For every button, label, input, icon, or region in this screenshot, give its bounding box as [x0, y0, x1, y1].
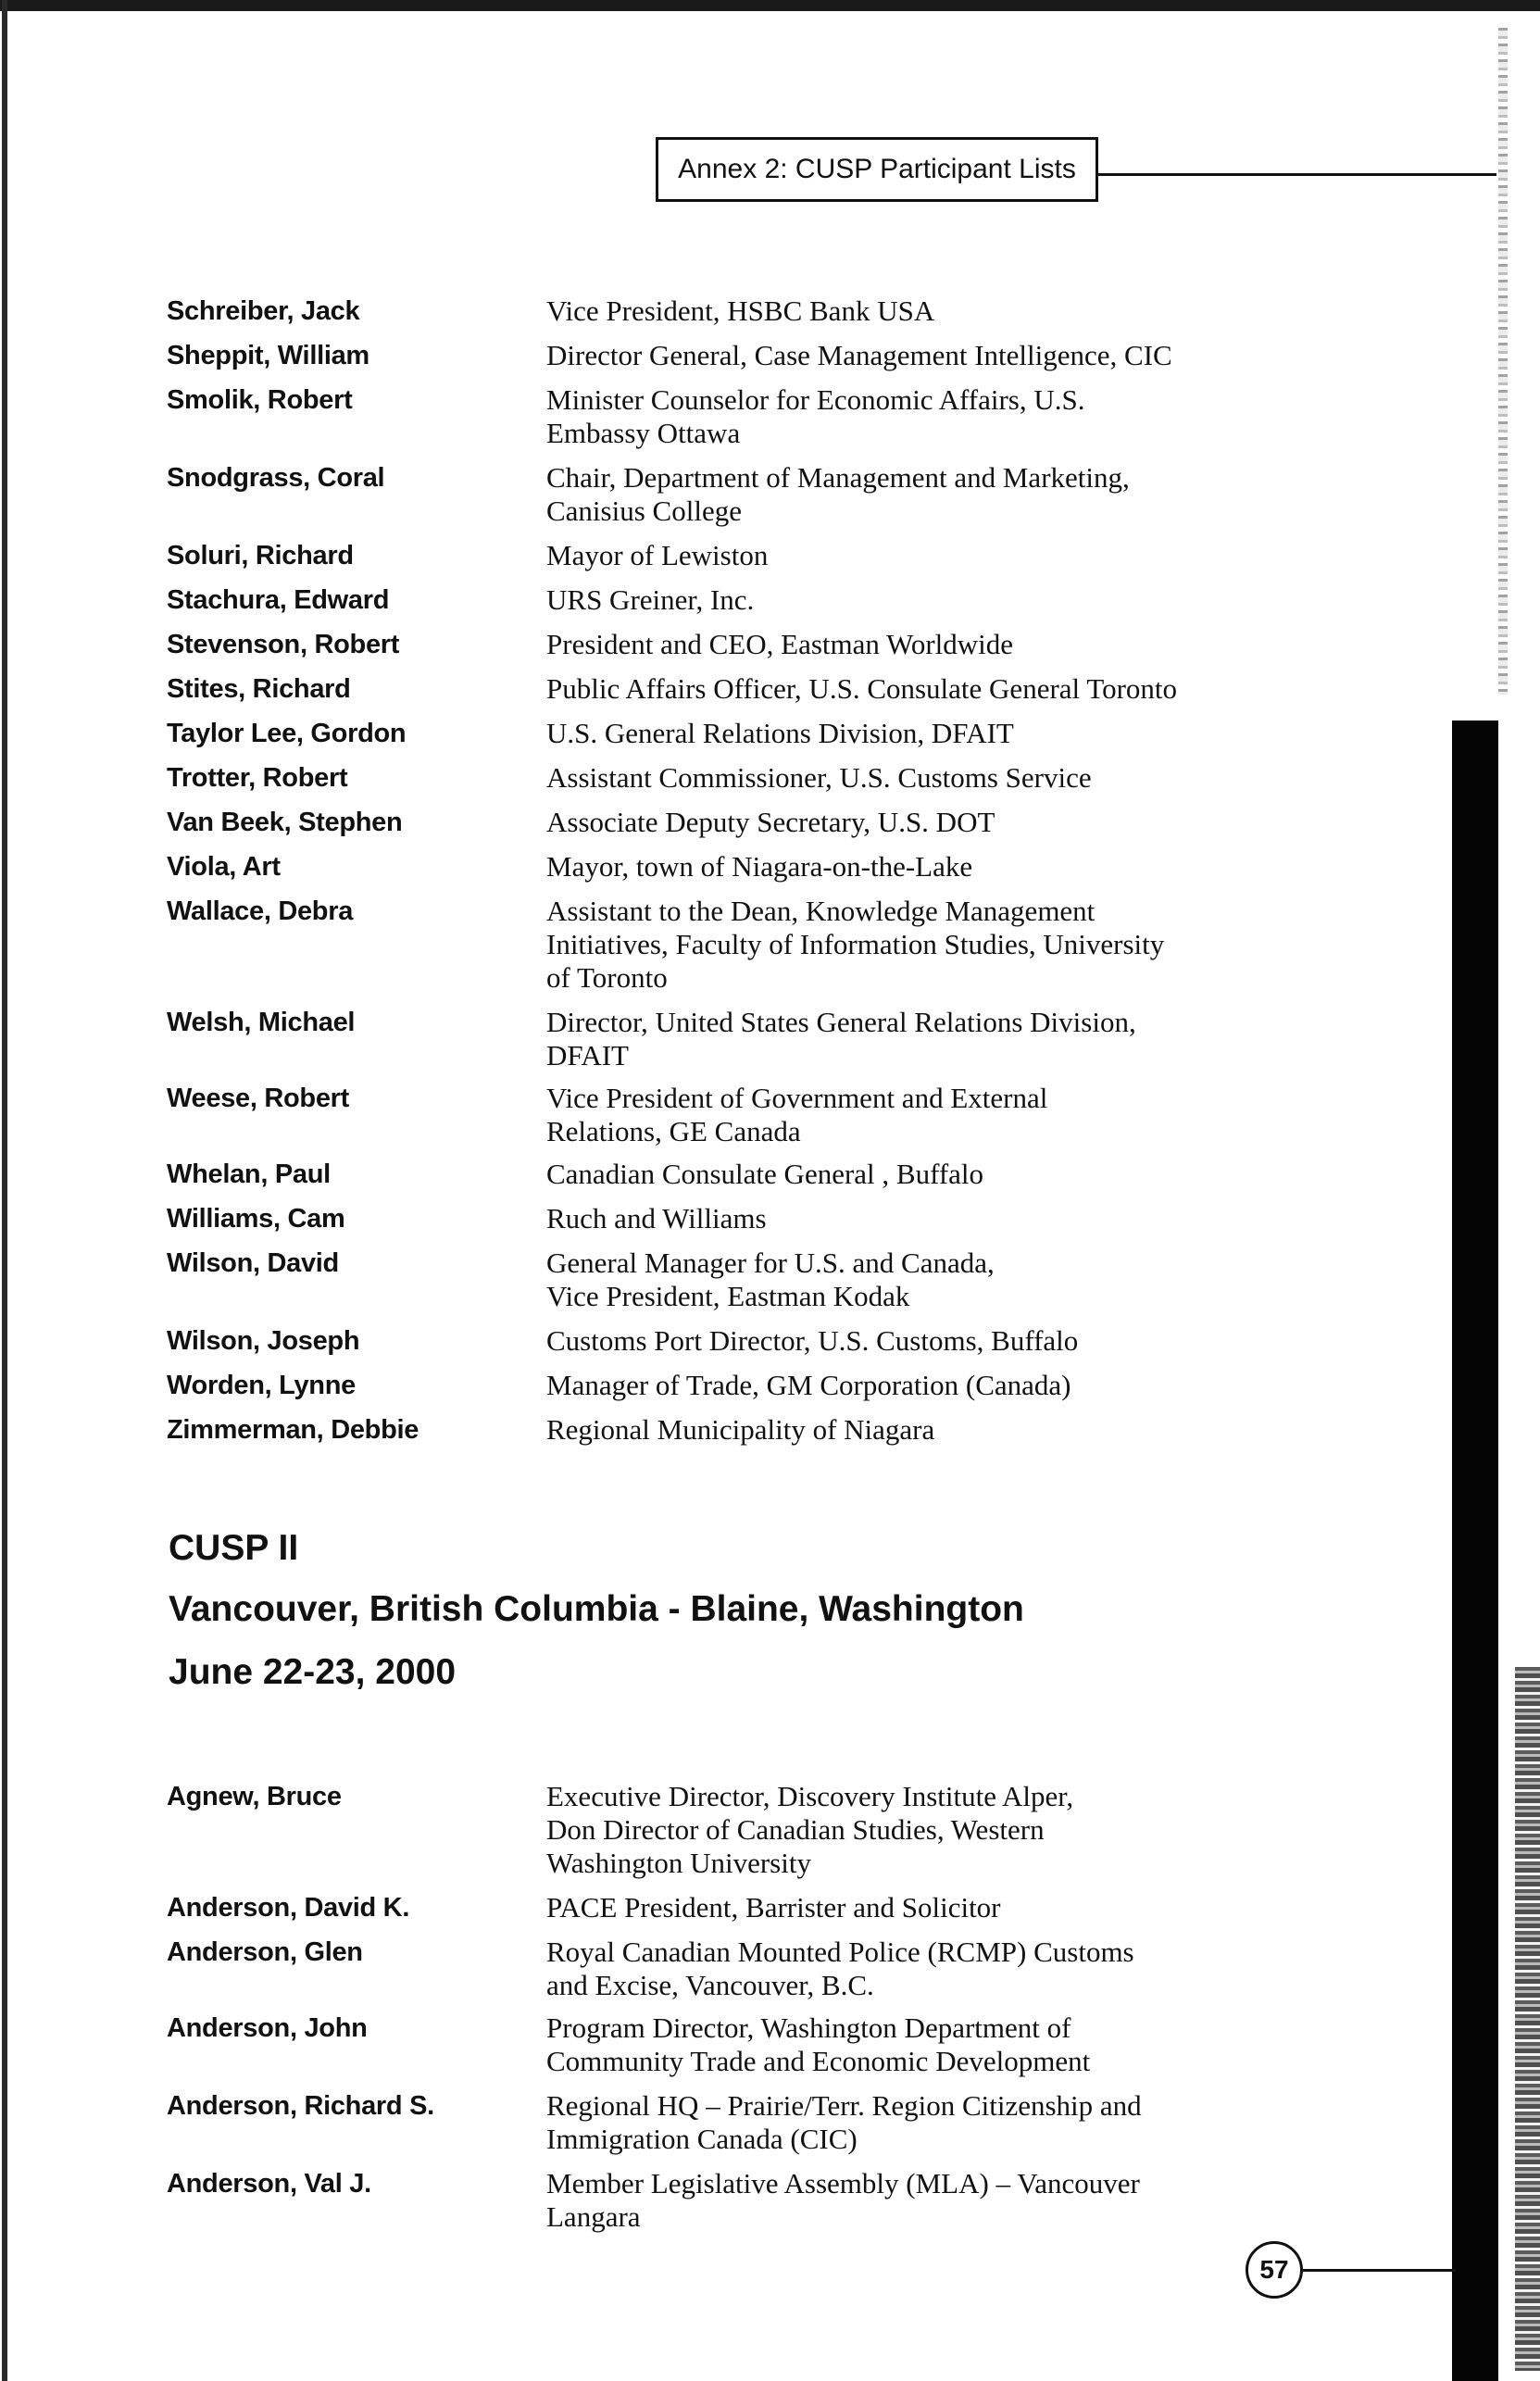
participant-affiliation [546, 294, 1250, 328]
participant-affiliation [546, 628, 1250, 661]
affiliation-line: Relations, GE Canada [546, 1115, 801, 1147]
participant-affiliation [546, 1006, 1250, 1072]
affiliation-line: Manager of Trade, GM Corporation (Canada) [546, 1369, 1071, 1401]
participant-name: Schreiber, Jack [167, 296, 360, 326]
participant-name: Snodgrass, Coral [167, 463, 385, 493]
participant-name: Stevenson, Robert [167, 630, 400, 659]
participant-name: Anderson, Glen [167, 1937, 363, 1967]
affiliation-line: Canisius College [546, 495, 742, 527]
affiliation-line: Vice President of Government and External [546, 1082, 1048, 1114]
participant-name: Anderson, Val J. [167, 2169, 371, 2199]
participant-name: Sheppit, William [167, 341, 369, 370]
participant-affiliation [546, 1891, 1250, 1924]
affiliation-line: Mayor of Lewiston [546, 539, 769, 571]
participant-affiliation [546, 895, 1250, 995]
participant-affiliation [546, 1413, 1250, 1447]
page-number [1246, 2241, 1303, 2299]
affiliation-line: Regional HQ – Prairie/Terr. Region Citizenship and [546, 2089, 1142, 2122]
participant-affiliation [546, 539, 1250, 572]
participant-name: Stachura, Edward [167, 585, 390, 615]
participant-name: Anderson, John [167, 2013, 368, 2043]
participant-name: Worden, Lynne [167, 1371, 356, 1400]
participant-affiliation [546, 1158, 1250, 1191]
participant-affiliation [546, 1202, 1250, 1235]
affiliation-line: Washington University [546, 1847, 811, 1879]
affiliation-line: PACE President, Barrister and Solicitor [546, 1891, 1001, 1924]
affiliation-line: Assistant to the Dean, Knowledge Management [546, 895, 1096, 927]
affiliation-line: URS Greiner, Inc. [546, 583, 755, 616]
participant-affiliation [546, 1780, 1250, 1880]
participant-name: Stites, Richard [167, 674, 351, 704]
affiliation-line: Associate Deputy Secretary, U.S. DOT [546, 806, 995, 838]
affiliation-line: Embassy Ottawa [546, 417, 741, 449]
affiliation-line: Ruch and Williams [546, 1202, 767, 1234]
affiliation-line: Director, United States General Relations Division, [546, 1006, 1136, 1038]
scan-edge-noise [1498, 28, 1508, 695]
scan-edge-bar [1452, 721, 1498, 2381]
scan-edge-noise-lower [1515, 1667, 1540, 2371]
page-number-text: 57 [1259, 2255, 1289, 2284]
affiliation-line: Regional Municipality of Niagara [546, 1413, 935, 1446]
affiliation-line: Chair, Department of Management and Marketing, [546, 461, 1130, 494]
participant-name: Welsh, Michael [167, 1008, 356, 1037]
affiliation-line: Member Legislative Assembly (MLA) – Vancouver [546, 2167, 1140, 2199]
participant-affiliation [546, 461, 1250, 528]
participant-name: Anderson, David K. [167, 1893, 410, 1923]
participant-name: Wilson, David [167, 1248, 339, 1278]
participant-affiliation [546, 1369, 1250, 1402]
participant-name: Wallace, Debra [167, 896, 354, 926]
section-title: CUSP II [169, 1528, 299, 1568]
header-rule [1098, 173, 1496, 176]
participant-affiliation [546, 806, 1250, 839]
page-header [656, 137, 1098, 202]
participant-affiliation [546, 1324, 1250, 1358]
affiliation-line: of Toronto [546, 961, 668, 994]
participant-name: Trotter, Robert [167, 763, 348, 793]
participant-name: Zimmerman, Debbie [167, 1415, 419, 1445]
participant-affiliation [546, 383, 1250, 450]
participant-affiliation [546, 2167, 1250, 2234]
affiliation-line: General Manager for U.S. and Canada, [546, 1247, 995, 1279]
affiliation-line: Executive Director, Discovery Institute Alper, [546, 1780, 1074, 1812]
affiliation-line: Don Director of Canadian Studies, Western [546, 1813, 1045, 1846]
affiliation-line: Customs Port Director, U.S. Customs, Buffalo [546, 1324, 1079, 1357]
affiliation-line: Minister Counselor for Economic Affairs, U.S. [546, 383, 1085, 416]
affiliation-line: President and CEO, Eastman Worldwide [546, 628, 1014, 660]
affiliation-line: U.S. General Relations Division, DFAIT [546, 717, 1014, 749]
affiliation-line: Mayor, town of Niagara-on-the-Lake [546, 850, 973, 883]
affiliation-line: Assistant Commissioner, U.S. Customs Service [546, 761, 1092, 794]
participant-affiliation [546, 850, 1250, 883]
participant-name: Soluri, Richard [167, 541, 354, 570]
participant-name: Taylor Lee, Gordon [167, 719, 407, 748]
page-number-rule [1303, 2269, 1456, 2272]
affiliation-line: Vice President, HSBC Bank USA [546, 294, 935, 327]
participant-name: Van Beek, Stephen [167, 808, 403, 837]
participant-affiliation [546, 1247, 1250, 1313]
affiliation-line: Vice President, Eastman Kodak [546, 1280, 910, 1312]
participant-affiliation [546, 717, 1250, 750]
affiliation-line: Canadian Consulate General , Buffalo [546, 1158, 984, 1190]
top-border [0, 0, 1540, 11]
page-header-title: Annex 2: CUSP Participant Lists [678, 154, 1076, 184]
affiliation-line: and Excise, Vancouver, B.C. [546, 1969, 874, 2001]
participant-name: Williams, Cam [167, 1204, 345, 1234]
affiliation-line: Initiatives, Faculty of Information Studies, University [546, 928, 1165, 960]
affiliation-line: Immigration Canada (CIC) [546, 2123, 858, 2155]
affiliation-line: Langara [546, 2200, 641, 2233]
participant-affiliation [546, 1936, 1250, 2002]
participant-name: Viola, Art [167, 852, 281, 882]
participant-name: Weese, Robert [167, 1084, 350, 1113]
left-border [2, 0, 7, 2381]
affiliation-line: Royal Canadian Mounted Police (RCMP) Customs [546, 1936, 1134, 1968]
affiliation-line: Director General, Case Management Intelligence, CIC [546, 339, 1172, 371]
affiliation-line: Program Director, Washington Department of [546, 2011, 1071, 2044]
participant-name: Whelan, Paul [167, 1159, 331, 1189]
affiliation-line: DFAIT [546, 1039, 629, 1071]
participant-affiliation [546, 761, 1250, 795]
participant-name: Agnew, Bruce [167, 1782, 342, 1811]
participant-affiliation [546, 339, 1250, 372]
affiliation-line: Public Affairs Officer, U.S. Consulate General Toronto [546, 672, 1178, 705]
affiliation-line: Community Trade and Economic Development [546, 2045, 1091, 2077]
participant-affiliation [546, 1082, 1250, 1148]
participant-name: Smolik, Robert [167, 385, 353, 415]
participant-affiliation [546, 2089, 1250, 2156]
participant-affiliation [546, 583, 1250, 617]
participant-affiliation [546, 672, 1250, 706]
section-location: Vancouver, British Columbia - Blaine, Washington [169, 1589, 1024, 1629]
participant-affiliation [546, 2011, 1250, 2078]
section-date: June 22-23, 2000 [169, 1652, 457, 1692]
participant-name: Wilson, Joseph [167, 1326, 360, 1356]
participant-name: Anderson, Richard S. [167, 2091, 434, 2121]
